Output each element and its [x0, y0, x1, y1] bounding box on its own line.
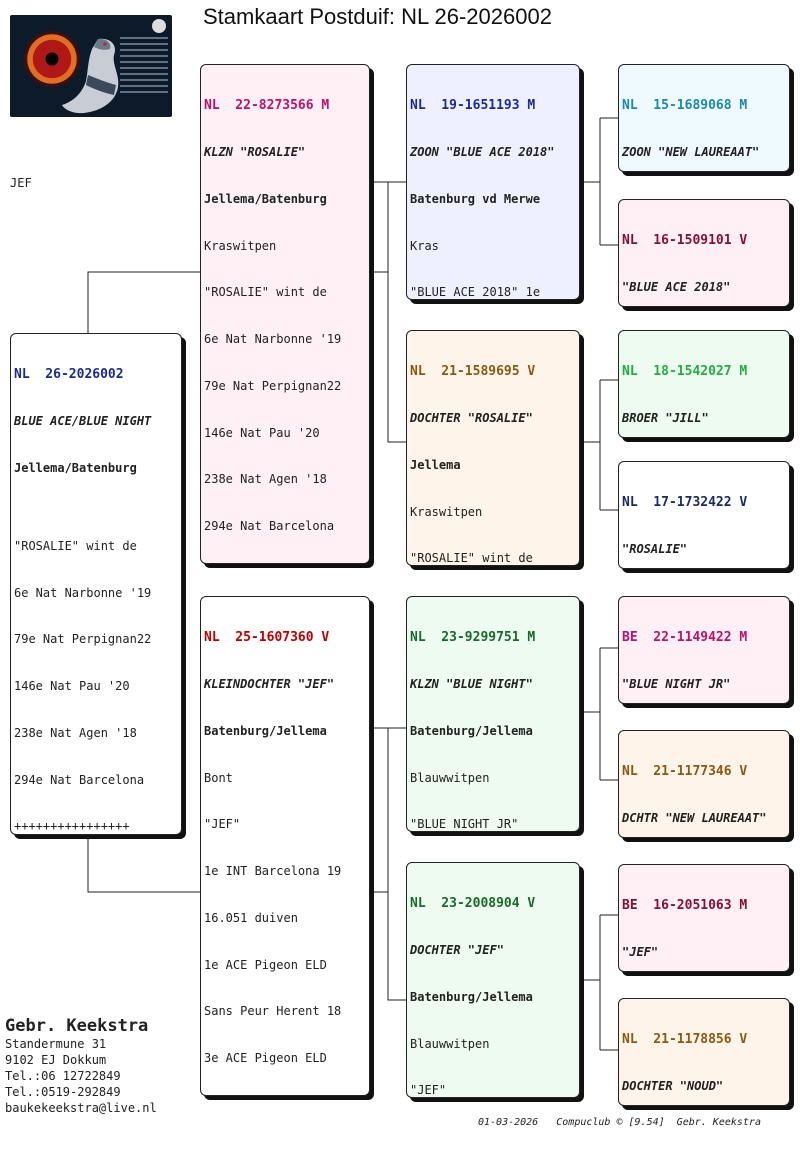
pedigree-card-sds[interactable]: [618, 330, 790, 438]
breeder: Batenburg/Jellema: [410, 989, 533, 1004]
ring-number: NL 15-1689068 M: [622, 98, 748, 114]
pedigree-card-sire[interactable]: [200, 64, 370, 564]
breeder: Batenburg vd Merwe: [410, 191, 541, 206]
owner-address: Standermune 31: [5, 1037, 107, 1051]
ring-number: NL 23-2008904 V: [410, 896, 536, 912]
pedigree-card-subject[interactable]: [10, 333, 182, 835]
card-line: "ROSALIE" wint de: [410, 551, 533, 566]
card-line: "ROSALIE" wint de: [204, 285, 327, 300]
card-line: Bont: [204, 770, 233, 785]
nickname: BLUE ACE/BLUE NIGHT: [14, 413, 152, 428]
card-line: 1e INT Barcelona 19: [204, 864, 342, 879]
nickname: KLZN "BLUE NIGHT": [410, 676, 533, 691]
owner-phone-mobile: Tel.:06 12722849: [5, 1069, 121, 1083]
ring-number: NL 22-8273566 M: [204, 98, 330, 114]
card-line: ++++++++++++++++: [14, 819, 130, 834]
nickname: ZOON "NEW LAUREAAT": [622, 144, 760, 159]
nickname: "ROSALIE": [622, 541, 688, 556]
breeder: Jellema/Batenburg: [204, 191, 327, 206]
pedigree-card-dss[interactable]: [618, 596, 790, 704]
page-title: Stamkaart Postduif: NL 26-2026002: [203, 4, 552, 29]
breeder: Batenburg/Jellema: [410, 723, 533, 738]
nickname: DOCHTER "JEF": [410, 942, 504, 957]
card-line: "ROSALIE" wint de: [14, 538, 137, 553]
card-line: 294e Nat Barcelona: [14, 772, 145, 787]
footer-info: 01-03-2026 Compuclub © [9.54] Gebr. Keekstra: [478, 1117, 761, 1128]
ring-number: NL 21-1177346 V: [622, 764, 748, 780]
pedigree-card-dsd[interactable]: [618, 730, 790, 838]
ring-number: NL 16-1509101 V: [622, 233, 748, 249]
card-line: 79e Nat Perpignan22: [14, 632, 152, 647]
nickname: "JEF": [622, 944, 659, 959]
pedigree-card-dds[interactable]: [618, 864, 790, 972]
owner-email[interactable]: baukekeekstra@live.nl: [5, 1101, 157, 1115]
nickname: DCHTR "NEW LAUREAAT": [622, 810, 767, 825]
nickname: KLEINDOCHTER "JEF": [204, 676, 335, 691]
card-line: Kraswitpen: [410, 504, 483, 519]
ring-number: NL 25-1607360 V: [204, 630, 330, 646]
card-line: "JEF": [410, 1083, 447, 1098]
ring-number: NL 17-1732422 V: [622, 495, 748, 511]
side-label: JEF: [10, 176, 32, 190]
pedigree-card-ssd[interactable]: [618, 199, 790, 307]
pedigree-card-dam-sire[interactable]: [406, 596, 580, 832]
card-line: "BLUE NIGHT JR": [410, 817, 519, 832]
card-line: 6e Nat Narbonne '19: [204, 332, 342, 347]
breeder: Batenburg/Jellema: [204, 723, 327, 738]
pedigree-card-dam[interactable]: [200, 596, 370, 1096]
card-line: 238e Nat Agen '18: [14, 725, 137, 740]
card-line: Blauwwitpen: [410, 1036, 490, 1051]
owner-name: Gebr. Keekstra: [5, 1016, 149, 1036]
ring-number: BE 16-2051063 M: [622, 898, 748, 914]
nickname: DOCHTER "NOUD": [622, 1078, 724, 1093]
card-line: 3e ACE Pigeon ELD: [204, 1051, 327, 1066]
pedigree-card-ddd[interactable]: [618, 998, 790, 1106]
pedigree-card-sire-dam[interactable]: [406, 330, 580, 566]
ring-number: NL 21-1178856 V: [622, 1032, 748, 1048]
owner-block: [5, 1016, 157, 1116]
ring-number: NL 18-1542027 M: [622, 364, 748, 380]
card-line: "JEF": [204, 817, 241, 832]
ring-number: NL 21-1589695 V: [410, 364, 536, 380]
ring-number: NL 19-1651193 M: [410, 98, 536, 114]
card-line: "BLUE ACE 2018" 1e: [410, 285, 541, 300]
ring-number: NL 23-9299751 M: [410, 630, 536, 646]
nickname: ZOON "BLUE ACE 2018": [410, 144, 555, 159]
owner-city: 9102 EJ Dokkum: [5, 1053, 107, 1067]
card-line: Blauwwitpen: [410, 770, 490, 785]
card-line: 79e Nat Perpignan22: [204, 378, 342, 393]
nickname: KLZN "ROSALIE": [204, 144, 306, 159]
card-line: 294e Nat Barcelona: [204, 519, 335, 534]
breeder: Jellema/Batenburg: [14, 460, 137, 475]
ring-number: BE 22-1149422 M: [622, 630, 748, 646]
card-line: 146e Nat Pau '20: [204, 425, 320, 440]
pedigree-card-sire-sire[interactable]: [406, 64, 580, 300]
card-line: 238e Nat Agen '18: [204, 472, 327, 487]
nickname: DOCHTER "ROSALIE": [410, 410, 533, 425]
nickname: BROER "JILL": [622, 410, 709, 425]
card-line: Sans Peur Herent 18: [204, 1004, 342, 1019]
nickname: "BLUE NIGHT JR": [622, 676, 731, 691]
card-line: Kraswitpen: [204, 238, 277, 253]
pedigree-card-sss[interactable]: [618, 64, 790, 172]
card-line: 146e Nat Pau '20: [14, 679, 130, 694]
nickname: "BLUE ACE 2018": [622, 279, 731, 294]
card-line: 1e ACE Pigeon ELD: [204, 957, 327, 972]
pedigree-card-sdd[interactable]: [618, 461, 790, 569]
owner-phone: Tel.:0519-292849: [5, 1085, 121, 1099]
ring-number: NL 26-2026002: [14, 367, 124, 383]
card-line: 6e Nat Narbonne '19: [14, 585, 152, 600]
card-line: Kras: [410, 238, 439, 253]
breeder: Jellema: [410, 457, 461, 472]
pedigree-card-dam-dam[interactable]: [406, 862, 580, 1098]
card-line: 16.051 duiven: [204, 910, 298, 925]
